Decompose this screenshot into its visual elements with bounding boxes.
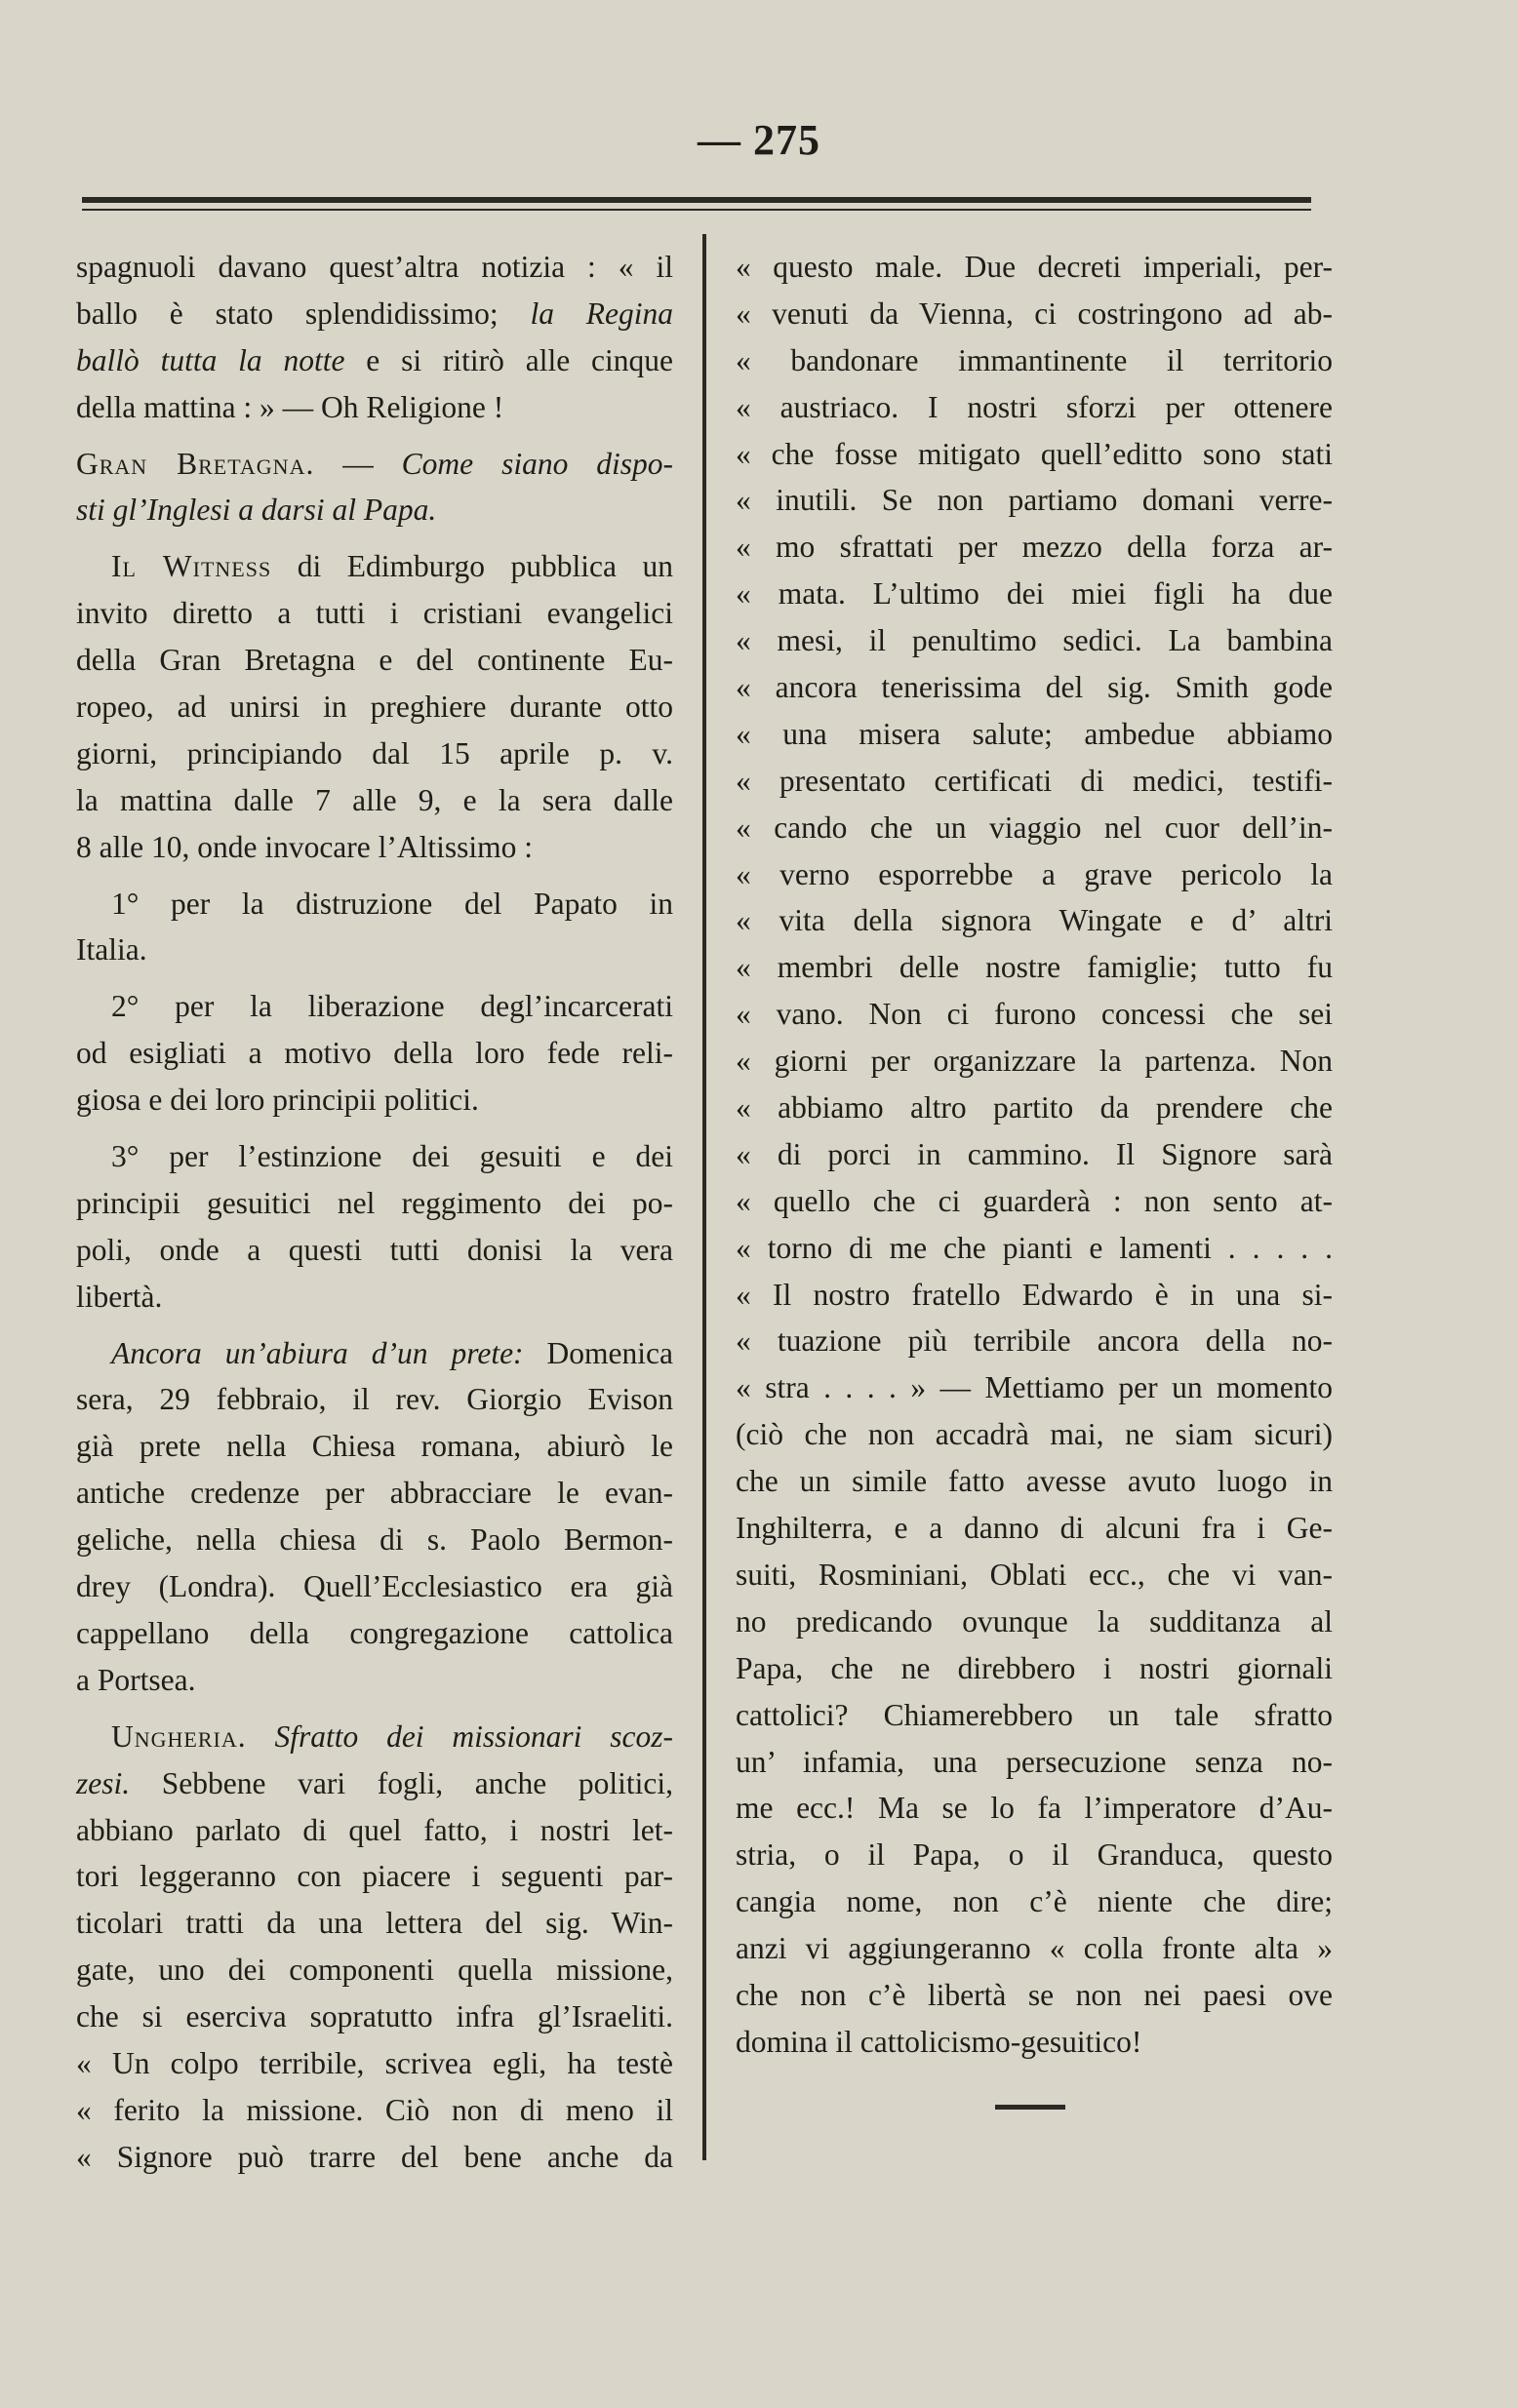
text-line	[736, 1178, 1333, 1225]
text-line	[736, 944, 1333, 991]
text-line	[76, 1227, 673, 1274]
body-text: già prete nella Chiesa romana, abiurò le	[76, 1429, 673, 1464]
body-text: drey (Londra). Quell’Ecclesiastico era già	[76, 1569, 673, 1604]
text-line	[736, 1785, 1333, 1832]
italic-text: Sfratto dei missionari scoz-	[246, 1718, 673, 1754]
body-text: cattolici? Chiamerebbero un tale sfratto	[736, 1697, 1333, 1732]
text-line	[736, 1599, 1333, 1645]
body-text: poli, onde a questi tutti donisi la vera	[76, 1232, 673, 1267]
body-text: antiche credenze per abbracciare le evan-	[76, 1476, 673, 1511]
text-line	[76, 1376, 673, 1423]
body-text: 8 alle 10, onde invocare l’Altissimo :	[76, 829, 534, 864]
text-line	[736, 1925, 1333, 1972]
body-text: « quello che ci guarderà : non sento at-	[736, 1183, 1333, 1218]
body-text: « inutili. Se non partiamo domani verre-	[736, 483, 1333, 518]
paragraph-gap	[76, 1704, 673, 1714]
body-text: geliche, nella chiesa di s. Paolo Bermon-	[76, 1522, 673, 1558]
text-line	[736, 1972, 1333, 2019]
body-text: « una misera salute; ambedue abbiamo	[736, 716, 1333, 751]
text-line	[736, 524, 1333, 571]
body-text: la mattina dalle 7 alle 9, e la sera dalle	[76, 782, 673, 817]
text-line	[736, 1692, 1333, 1739]
body-text: « Un colpo terribile, scrivea egli, ha testè	[76, 2045, 673, 2080]
body-text: cappellano della congregazione cattolica	[76, 1615, 673, 1650]
body-text: « di porci in cammino. Il Signore sarà	[736, 1136, 1333, 1171]
body-text: spagnuoli davano quest’altra notizia : « il	[76, 250, 673, 284]
text-line	[736, 571, 1333, 617]
text-line	[76, 1077, 673, 1124]
text-line	[736, 1458, 1333, 1505]
body-text: « che fosse mitigato quell’editto sono stati	[736, 436, 1333, 471]
body-text: ballo è stato splendidissimo;	[76, 296, 531, 331]
italic-text: ballò tutta la notte	[76, 342, 345, 377]
body-text: Domenica	[523, 1335, 673, 1370]
body-text: 3° per l’estinzione dei gesuiti e dei	[111, 1139, 673, 1174]
text-line	[76, 1563, 673, 1610]
body-text: un’ infamia, una persecuzione senza no-	[736, 1744, 1333, 1779]
body-text: me ecc.! Ma se lo fa l’imperatore d’Au-	[736, 1791, 1333, 1826]
text-line	[736, 758, 1333, 805]
text-line	[736, 991, 1333, 1038]
text-line	[76, 2134, 673, 2181]
text-line	[736, 851, 1333, 898]
body-text: suiti, Rosminiani, Oblati ecc., che vi van-	[736, 1557, 1333, 1592]
body-text: 1° per la distruzione del Papato in	[111, 886, 673, 921]
text-line	[736, 1878, 1333, 1925]
text-line	[736, 805, 1333, 851]
body-text: « stra . . . . » — Mettiamo per un momento	[736, 1370, 1333, 1405]
text-line	[76, 1760, 673, 1807]
text-line	[736, 1225, 1333, 1272]
text-line	[736, 1645, 1333, 1692]
column-divider	[702, 234, 706, 2160]
text-line	[736, 384, 1333, 431]
body-text: ticolari tratti da una lettera del sig. Win-	[76, 1906, 673, 1941]
body-text: « verno esporrebbe a grave pericolo la	[736, 856, 1333, 891]
body-text: Italia.	[76, 932, 147, 967]
body-text: abbiano parlato di quel fatto, i nostri let-	[76, 1812, 673, 1847]
italic-text: la Regina	[530, 296, 673, 331]
body-text: « vano. Non ci furono concessi che sei	[736, 997, 1333, 1032]
text-line	[76, 824, 673, 871]
body-text: giorni, principiando dal 15 aprile p. v.	[76, 735, 673, 770]
text-line	[736, 617, 1333, 664]
text-line	[76, 384, 673, 431]
body-text: invito diretto a tutti i cristiani evangelici	[76, 596, 673, 631]
body-text: od esigliati a motivo della loro fede reli-	[76, 1036, 673, 1071]
body-text: « austriaco. I nostri sforzi per ottenere	[736, 389, 1333, 424]
italic-text: Ancora un’abiura d’un prete:	[111, 1335, 524, 1370]
body-text: « mata. L’ultimo dei miei figli ha due	[736, 576, 1333, 612]
text-line	[76, 1657, 673, 1704]
body-text: anzi vi aggiungeranno « colla fronte alta »	[736, 1931, 1333, 1966]
text-line	[736, 477, 1333, 524]
body-text: « presentato certificati di medici, testifi-	[736, 763, 1333, 798]
body-text: —	[314, 446, 402, 481]
text-line	[736, 1318, 1333, 1364]
body-text: principii gesuitici nel reggimento dei po-	[76, 1185, 673, 1220]
text-line	[76, 1180, 673, 1227]
body-text: Sebbene vari fogli, anche politici,	[130, 1765, 673, 1800]
text-line	[76, 543, 673, 590]
text-line	[76, 1133, 673, 1180]
text-line	[76, 2040, 673, 2087]
text-line	[76, 1947, 673, 1994]
text-line	[76, 1030, 673, 1077]
text-line	[76, 1714, 673, 1760]
body-text: « Il nostro fratello Edwardo è in una si-	[736, 1277, 1333, 1312]
text-line	[76, 1807, 673, 1854]
paragraph-gap	[76, 973, 673, 983]
body-text: Inghilterra, e a danno di alcuni fra i Ge-	[736, 1511, 1333, 1546]
header-rule	[82, 197, 1311, 203]
text-line	[736, 897, 1333, 944]
text-line	[736, 1739, 1333, 1786]
body-text: « membri delle nostre famiglie; tutto fu	[736, 950, 1333, 985]
body-text: di Edimburgo pubblica un	[271, 549, 673, 584]
italic-text: sti gl’Inglesi a darsi al Papa.	[76, 493, 437, 528]
paragraph-gap	[76, 533, 673, 543]
text-line	[76, 1330, 673, 1377]
closing-rule	[995, 2105, 1065, 2110]
body-text: (ciò che non accadrà mai, ne siam sicuri)	[736, 1417, 1333, 1452]
text-line	[76, 441, 673, 488]
body-text: Papa, che ne direbbero i nostri giornali	[736, 1650, 1333, 1685]
text-line	[76, 590, 673, 637]
body-text: « giorni per organizzare la partenza. Non	[736, 1044, 1333, 1079]
text-line	[736, 1552, 1333, 1599]
section-heading: Gran Bretagna.	[76, 446, 315, 481]
body-text: della Gran Bretagna e del continente Eu-	[76, 643, 673, 678]
body-text: domina il cattolicismo-gesuitico!	[736, 2024, 1142, 2059]
body-text: « venuti da Vienna, ci costringono ad ab-	[736, 296, 1333, 331]
body-text: e si ritirò alle cinque	[344, 342, 673, 377]
italic-text: zesi.	[76, 1765, 131, 1800]
text-line	[736, 337, 1333, 384]
text-line	[76, 487, 673, 533]
body-text: « mo sfrattati per mezzo della forza ar-	[736, 530, 1333, 565]
text-line	[736, 1038, 1333, 1085]
text-line	[736, 291, 1333, 337]
body-text: « torno di me che pianti e lamenti . . . . .	[736, 1230, 1333, 1265]
body-text: che non c’è libertà se non nei paesi ove	[736, 1977, 1333, 2012]
paragraph-gap	[76, 871, 673, 881]
text-line	[76, 1423, 673, 1470]
body-text: « tuazione più terribile ancora della no-	[736, 1323, 1333, 1359]
body-text: giosa e dei loro principii politici.	[76, 1083, 479, 1118]
paragraph-gap	[76, 1321, 673, 1330]
body-text: che si eserciva sopratutto infra gl’Israeliti.	[76, 1999, 673, 2034]
text-line	[736, 711, 1333, 758]
body-text: « vita della signora Wingate e d’ altri	[736, 903, 1333, 938]
page-header	[0, 115, 1518, 174]
body-text: libertà.	[76, 1279, 163, 1314]
text-line	[736, 244, 1333, 291]
text-line	[736, 2019, 1333, 2066]
section-heading: Ungheria.	[111, 1718, 247, 1754]
left-column	[76, 244, 673, 2181]
body-text: ropeo, ad unirsi in preghiere durante otto	[76, 690, 673, 725]
text-line	[76, 1994, 673, 2040]
body-text: che un simile fatto avesse avuto luogo in	[736, 1464, 1333, 1499]
header-rule-thin	[82, 209, 1311, 211]
text-line	[76, 730, 673, 777]
text-line	[76, 291, 673, 337]
text-line	[76, 881, 673, 928]
body-text: 2° per la liberazione degl’incarcerati	[111, 989, 673, 1024]
body-text: « abbiamo altro partito da prendere che	[736, 1090, 1333, 1125]
text-line	[736, 1131, 1333, 1178]
text-line	[76, 1470, 673, 1517]
text-line	[76, 637, 673, 684]
body-text: « ancora tenerissima del sig. Smith gode	[736, 670, 1333, 705]
text-line	[76, 1853, 673, 1900]
section-heading: Il Witness	[111, 549, 272, 584]
right-column	[736, 244, 1333, 2066]
text-line	[736, 1505, 1333, 1552]
text-line	[76, 1517, 673, 1563]
body-text: « bandonare immantinente il territorio	[736, 342, 1333, 377]
text-line	[736, 1411, 1333, 1458]
paragraph-gap	[76, 431, 673, 441]
text-line	[76, 337, 673, 384]
body-text: tori leggeranno con piacere i seguenti par-	[76, 1859, 673, 1894]
text-line	[76, 2087, 673, 2134]
body-text: « questo male. Due decreti imperiali, per-	[736, 250, 1333, 284]
body-text: della mattina : » — Oh Religione !	[76, 389, 504, 424]
italic-text: Come siano dispo-	[401, 446, 673, 481]
text-line	[736, 664, 1333, 711]
text-line	[736, 431, 1333, 478]
body-text: no predicando ovunque la sudditanza al	[736, 1603, 1333, 1638]
text-line	[76, 684, 673, 730]
paragraph-gap	[76, 1124, 673, 1133]
body-text: « cando che un viaggio nel cuor dell’in-	[736, 809, 1333, 845]
text-line	[76, 1610, 673, 1657]
text-line	[76, 1274, 673, 1321]
body-text: cangia nome, non c’è niente che dire;	[736, 1884, 1333, 1919]
body-text: a Portsea.	[76, 1662, 196, 1697]
text-line	[736, 1364, 1333, 1411]
text-line	[76, 777, 673, 824]
text-line	[736, 1085, 1333, 1131]
text-line	[76, 983, 673, 1030]
text-line	[76, 244, 673, 291]
page-number: — 275	[698, 116, 820, 164]
text-line	[76, 927, 673, 973]
body-text: sera, 29 febbraio, il rev. Giorgio Evison	[76, 1382, 673, 1417]
body-text: « Signore può trarre del bene anche da	[76, 2139, 673, 2174]
text-line	[736, 1272, 1333, 1319]
body-text: « ferito la missione. Ciò non di meno il	[76, 2092, 673, 2127]
body-text: gate, uno dei componenti quella missione,	[76, 1953, 673, 1988]
body-text: « mesi, il penultimo sedici. La bambina	[736, 623, 1333, 658]
text-line	[736, 1832, 1333, 1878]
text-line	[76, 1900, 673, 1947]
body-text: stria, o il Papa, o il Granduca, questo	[736, 1837, 1333, 1873]
